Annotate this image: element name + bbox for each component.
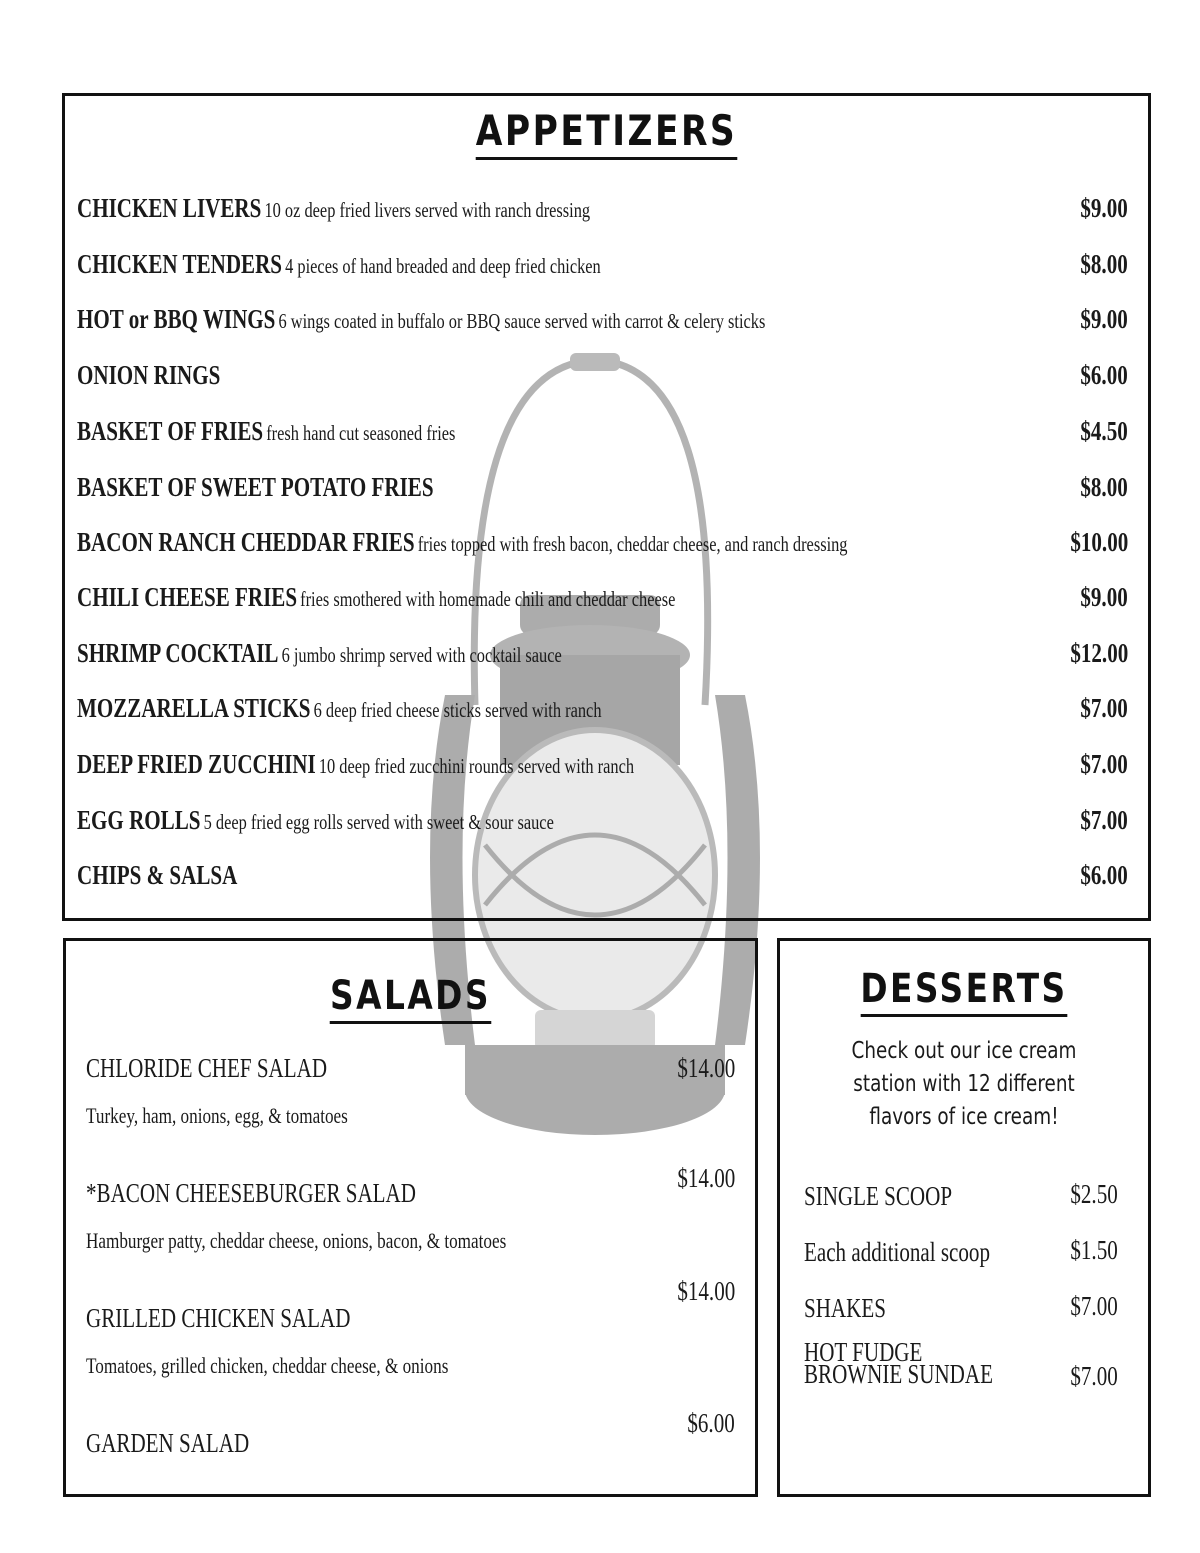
item-name: CHICKEN LIVERS — [77, 193, 262, 223]
item-name: MOZZARELLA STICKS — [77, 693, 311, 723]
dessert-name: SINGLE SCOOP — [804, 1181, 953, 1211]
item-name: BASKET OF FRIES — [77, 416, 264, 446]
menu-item — [77, 522, 1128, 562]
appetizers-section — [62, 93, 1151, 921]
item-name: EGG ROLLS — [77, 805, 201, 835]
menu-item — [77, 855, 1128, 895]
item-name: BASKET OF SWEET POTATO FRIES — [77, 472, 434, 502]
dessert-name: Each additional scoop — [804, 1237, 990, 1267]
ice-cream-blurb: Check out our ice cream station with 12 different flavors of ice cream! — [851, 1038, 1077, 1130]
item-price: $8.00 — [1080, 249, 1128, 279]
salad-description: Turkey, ham, onions, egg, & tomatoes — [86, 1103, 348, 1128]
salad-description: Hamburger patty, cheddar cheese, onions, bacon, & tomatoes — [86, 1228, 507, 1253]
menu-item — [77, 688, 1128, 728]
desserts-section — [777, 938, 1151, 1497]
item-price: $9.00 — [1080, 193, 1128, 223]
item-price: $12.00 — [1070, 638, 1128, 668]
item-name: ONION RINGS — [77, 360, 221, 390]
menu-item — [77, 355, 1128, 395]
item-description: 6 deep fried cheese sticks served with ranch — [313, 698, 602, 722]
item-name: SHRIMP COCKTAIL — [77, 638, 279, 668]
item-price: $9.00 — [1080, 582, 1128, 612]
desserts-heading: DESSERTS — [813, 966, 1115, 1017]
menu-item — [77, 800, 1128, 840]
menu-item — [77, 299, 1128, 339]
item-description: 6 jumbo shrimp served with cocktail sauce — [281, 643, 562, 667]
dessert-price: $1.50 — [1070, 1235, 1118, 1265]
item-name: CHILI CHEESE FRIES — [77, 582, 298, 612]
dessert-price: $7.00 — [1070, 1291, 1118, 1321]
item-price: $10.00 — [1070, 527, 1128, 557]
item-price: $6.00 — [1080, 360, 1128, 390]
menu-item — [77, 744, 1128, 784]
appetizers-heading: APPETIZERS — [162, 106, 1050, 160]
dessert-price: $2.50 — [1070, 1179, 1118, 1209]
item-description: 4 pieces of hand breaded and deep fried chicken — [285, 254, 601, 278]
salad-price: $14.00 — [677, 1053, 735, 1083]
item-price: $8.00 — [1080, 472, 1128, 502]
item-price: $9.00 — [1080, 304, 1128, 334]
menu-item — [77, 467, 1128, 507]
item-name: DEEP FRIED ZUCCHINI — [77, 749, 316, 779]
salad-name: CHLORIDE CHEF SALAD — [86, 1053, 328, 1083]
item-description: fresh hand cut seasoned fries — [266, 421, 456, 445]
item-description: fries topped with fresh bacon, cheddar cheese, and ranch dressing — [417, 532, 848, 556]
item-price: $7.00 — [1080, 693, 1128, 723]
item-price: $7.00 — [1080, 749, 1128, 779]
menu-item — [77, 411, 1128, 451]
dessert-name: SHAKES — [804, 1293, 886, 1323]
dessert-name: HOT FUDGE BROWNIE SUNDAE — [804, 1337, 993, 1389]
dessert-price: $7.00 — [1070, 1361, 1118, 1391]
menu-item — [77, 577, 1128, 617]
item-name: CHICKEN TENDERS — [77, 249, 283, 279]
item-description: 10 deep fried zucchini rounds served with ranch — [318, 754, 635, 778]
salad-name: *BACON CHEESEBURGER SALAD — [86, 1178, 416, 1208]
salad-price: $14.00 — [677, 1163, 735, 1193]
salads-heading: SALADS — [128, 973, 693, 1024]
item-name: CHIPS & SALSA — [77, 860, 238, 890]
salad-price: $14.00 — [677, 1276, 735, 1306]
item-price: $6.00 — [1080, 860, 1128, 890]
menu-item — [77, 188, 1128, 228]
salad-price: $6.00 — [687, 1408, 735, 1438]
item-description: 6 wings coated in buffalo or BBQ sauce served with carrot & celery sticks — [278, 309, 766, 333]
item-name: BACON RANCH CHEDDAR FRIES — [77, 527, 415, 557]
item-price: $7.00 — [1080, 805, 1128, 835]
item-description: fries smothered with homemade chili and cheddar cheese — [300, 587, 676, 611]
salad-name: GRILLED CHICKEN SALAD — [86, 1303, 351, 1333]
item-description: 10 oz deep fried livers served with ranch dressing — [264, 198, 591, 222]
salad-description: Tomatoes, grilled chicken, cheddar cheese, & onions — [86, 1353, 449, 1378]
item-price: $4.50 — [1080, 416, 1128, 446]
menu-item — [77, 244, 1128, 284]
item-name: HOT or BBQ WINGS — [77, 304, 276, 334]
salads-section — [63, 938, 758, 1497]
menu-item — [77, 633, 1128, 673]
salad-name: GARDEN SALAD — [86, 1428, 250, 1458]
item-description: 5 deep fried egg rolls served with sweet & sour sauce — [203, 810, 554, 834]
